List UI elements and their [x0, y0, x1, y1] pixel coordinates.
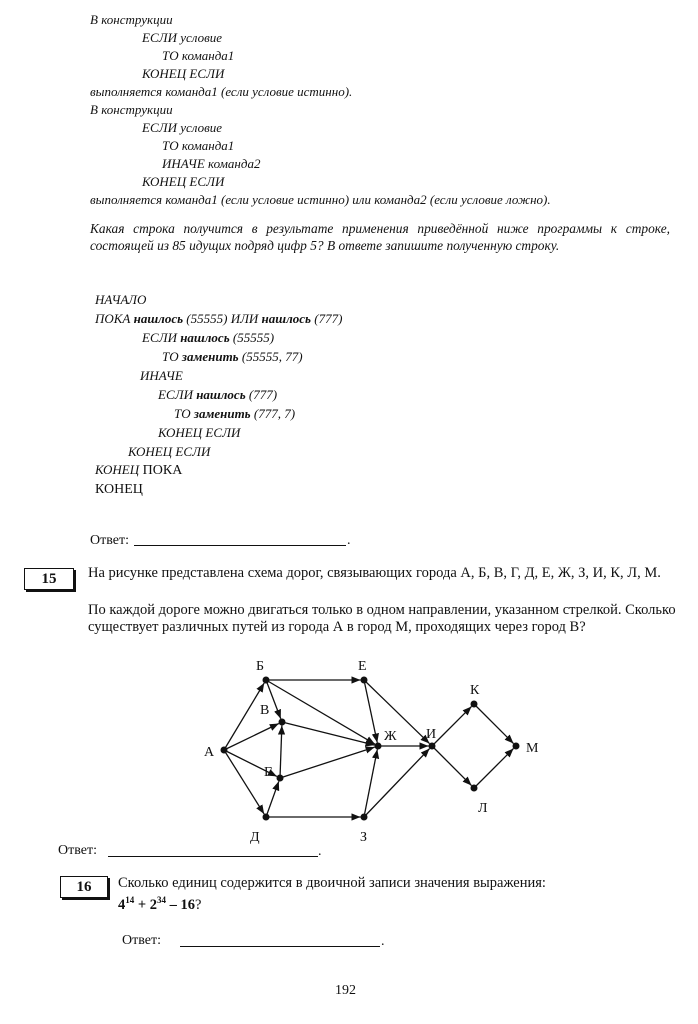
city-node-А	[221, 747, 228, 754]
city-label-М: М	[526, 741, 539, 756]
city-node-Б	[263, 677, 270, 684]
construct1-line4: КОНЕЦ ЕСЛИ	[142, 66, 225, 81]
city-label-В: В	[260, 703, 270, 718]
city-label-И: И	[426, 727, 437, 742]
city-label-З: З	[360, 830, 368, 845]
road-Г-В	[280, 725, 282, 778]
program-line-9: КОНЕЦ ЕСЛИ	[128, 444, 211, 459]
city-node-Л	[471, 785, 478, 792]
answer-label-15: Ответ:	[58, 843, 97, 858]
city-label-Г: Г	[264, 765, 273, 780]
program-line-6: ЕСЛИ нашлось (777)	[158, 387, 278, 402]
construct2-line2: ЕСЛИ условие	[142, 120, 222, 135]
task15-text-2: По каждой дороге можно двигаться только в одном направлении, указанном стрелкой. Сколько существует различных путей из города А в город М, проходящих через город В?	[88, 602, 676, 635]
road-В-Ж	[282, 722, 375, 745]
road-З-И	[364, 749, 430, 817]
task-number-16: 16	[60, 876, 108, 898]
construct2-line5: КОНЕЦ ЕСЛИ	[142, 174, 225, 189]
road-И-К	[432, 706, 472, 746]
road-Д-Г	[266, 781, 279, 817]
program-line-2: ПОКА нашлось (55555) ИЛИ нашлось (777)	[95, 311, 343, 326]
program-line-11: КОНЕЦ	[95, 482, 143, 497]
city-node-В	[279, 719, 286, 726]
road-З-Ж	[364, 749, 377, 817]
city-node-З	[361, 814, 368, 821]
construct1-line1: В конструкции	[90, 12, 173, 27]
answer-dot-14: .	[347, 533, 351, 548]
city-node-К	[471, 701, 478, 708]
task16-text: Сколько единиц содержится в двоичной записи значения выражения:	[118, 875, 546, 891]
road-Л-М	[474, 748, 514, 788]
city-node-Г	[277, 775, 284, 782]
construct2-line6: выполняется команда1 (если условие истинно) или команда2 (если условие ложно).	[90, 192, 551, 207]
answer-label-14: Ответ:	[90, 533, 129, 548]
city-label-Л: Л	[478, 801, 488, 816]
city-label-А: А	[204, 745, 215, 760]
program-line-8: КОНЕЦ ЕСЛИ	[158, 425, 241, 440]
program-line-10: КОНЕЦ ПОКА	[95, 462, 183, 478]
road-Е-Ж	[364, 680, 377, 743]
program-line-4: ТО заменить (55555, 77)	[162, 349, 303, 364]
road-Г-Ж	[280, 747, 375, 778]
city-label-Е: Е	[358, 659, 367, 674]
city-node-Д	[263, 814, 270, 821]
program-line-7: ТО заменить (777, 7)	[174, 406, 296, 421]
construct1-line2: ЕСЛИ условие	[142, 30, 222, 45]
road-Б-Ж	[266, 680, 375, 744]
question14-text: Какая строка получится в результате применения приведённой ниже программы к строке, состоящей из 85 идущих подряд цифр 5? В ответе запишите полученную строку.	[90, 221, 670, 253]
answer-dot-15: .	[318, 844, 322, 859]
road-И-Л	[432, 746, 472, 786]
answer-dot-16: .	[381, 934, 385, 949]
page-number: 192	[335, 983, 356, 998]
answer-label-16: Ответ:	[122, 933, 161, 948]
task15-text-1: На рисунке представлена схема дорог, связывающих города А, Б, В, Г, Д, Е, Ж, З, И, К, Л, М.	[88, 565, 661, 581]
city-node-Е	[361, 677, 368, 684]
city-node-И	[429, 743, 436, 750]
construct2-line4: ИНАЧЕ команда2	[162, 156, 261, 171]
construct2-line3: ТО команда1	[162, 138, 235, 153]
city-label-К: К	[470, 683, 480, 698]
city-node-Ж	[375, 743, 382, 750]
city-node-М	[513, 743, 520, 750]
city-label-Д: Д	[250, 830, 260, 845]
road-Е-И	[364, 680, 429, 744]
program-line-1: НАЧАЛО	[95, 292, 147, 307]
answer-field-14[interactable]	[134, 545, 346, 546]
construct2-line1: В конструкции	[90, 102, 173, 117]
construct1-line5: выполняется команда1 (если условие истинно).	[90, 84, 353, 99]
answer-field-16[interactable]	[180, 946, 380, 947]
road-graph	[0, 652, 698, 852]
task16-expression: $4^{14} + 2^{34} - 16$?	[118, 895, 202, 913]
program-line-5: ИНАЧЕ	[140, 368, 183, 383]
answer-field-15[interactable]	[108, 856, 318, 857]
city-label-Б: Б	[256, 659, 265, 674]
program-line-3: ЕСЛИ нашлось (55555)	[142, 330, 275, 345]
task-number-15: 15	[24, 568, 74, 590]
city-label-Ж: Ж	[384, 729, 397, 744]
construct1-line3: ТО команда1	[162, 48, 235, 63]
road-К-М	[474, 704, 514, 744]
